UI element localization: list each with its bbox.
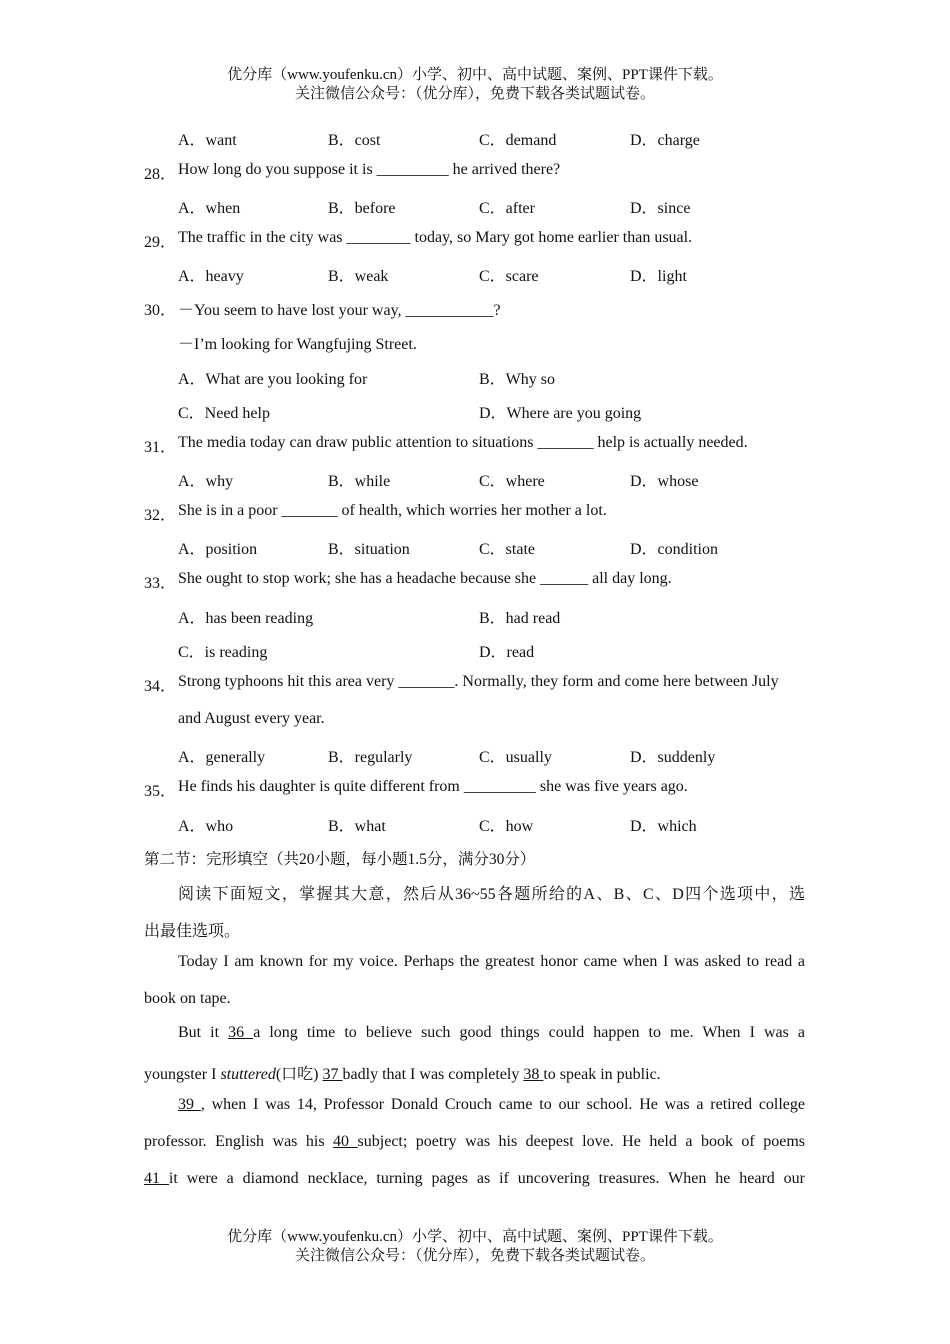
question-number: 29． [144,234,177,251]
question-number: 33． [144,575,177,592]
section-title: 第二节：完形填空（共20小题，每小题1.5分，满分30分） [144,851,536,868]
option-a: A．want [178,132,237,149]
option-b: B．before [328,200,396,217]
option-c: C．how [479,818,534,835]
option-d: D．since [630,200,691,217]
question-text-continued: and August every year. [178,710,325,727]
passage-p1-line-2: book on tape. [144,990,231,1007]
section-instruction-line-1 [144,881,805,904]
question-number: 28． [144,166,177,183]
question-number: 35． [144,783,177,800]
option-d: D．Where are you going [479,405,642,422]
blank-39: 39 [178,1096,201,1113]
option-a: A．generally [178,749,266,766]
text: a long time to believe such good things could happen to me. When I was a [253,1024,806,1041]
blank-37: 37 [322,1066,343,1083]
option-a: A．heavy [178,268,244,285]
option-b: B．while [328,473,391,490]
option-b: B．regularly [328,749,413,766]
option-c: C．usually [479,749,552,766]
option-b: B．situation [328,541,410,558]
text: badly that I was completely [342,1066,524,1083]
question-text: She is in a poor _______ of health, which worries her mother a lot. [178,502,607,519]
text: (口吃) [275,1066,323,1083]
blank-40: 40 [333,1133,358,1150]
question-text: Strong typhoons hit this area very _______. Normally, they form and come here between July [178,673,779,690]
option-a: A．when [178,200,241,217]
option-c: C．Need help [178,405,270,422]
blank-41: 41 [144,1170,169,1187]
text: it were a diamond necklace, turning pages as if uncovering treasures. When he heard our [168,1170,806,1187]
page-header [0,66,950,104]
blank-36: 36 [228,1024,254,1041]
text: But it [178,1024,229,1041]
header-line-2: 关注微信公众号：（优分库），免费下载各类试题试卷。 [294,86,655,102]
question-text: How long do you suppose it is _________ he arrived there? [178,161,561,178]
page-footer [0,1228,950,1266]
question-text: －You seem to have lost your way, ___________? [178,302,501,319]
text: to speak in public. [543,1066,661,1083]
question-text: She ought to stop work; she has a headache because she ______ all day long. [178,570,672,587]
footer-line-1: 优分库（www.youfenku.cn）小学、初中、高中试题、案例、PPT课件下载。 [227,1229,723,1245]
passage-p3-line-2 [144,1133,805,1151]
option-c: C．state [479,541,535,558]
passage-p2-line-1 [178,1024,805,1042]
option-a: A．has been reading [178,610,314,627]
option-c: C．demand [479,132,557,149]
option-d: D．read [479,644,535,661]
footer-line-2: 关注微信公众号：（优分库），免费下载各类试题试卷。 [294,1248,655,1264]
option-c: C．scare [479,268,539,285]
option-d: D．condition [630,541,718,558]
option-b: B．what [328,818,386,835]
option-d: D．light [630,268,687,285]
instruction-text-1: 阅读下面短文，掌握其大意，然后从36~55各题所给的A、B、C、D四个选项中，选 [178,886,805,903]
option-b: B．weak [328,268,389,285]
blank-38: 38 [523,1066,544,1083]
option-d: D．charge [630,132,700,149]
option-d: D．suddenly [630,749,716,766]
option-d: D．whose [630,473,699,490]
option-d: D．which [630,818,697,835]
text: professor. English was his [144,1133,334,1150]
option-a: A．who [178,818,234,835]
text: youngster I [144,1066,221,1083]
question-text: The media today can draw public attention to situations _______ help is actually needed. [178,434,748,451]
option-c: C．after [479,200,535,217]
option-a: A．why [178,473,234,490]
option-a: A．position [178,541,258,558]
question-number: 32． [144,507,177,524]
option-c: C．is reading [178,644,268,661]
text: subject; poetry was his deepest love. He held a book of poems [357,1133,806,1150]
passage-p3-line-3 [144,1170,805,1188]
question-number: 31． [144,439,177,456]
option-b: B．cost [328,132,381,149]
question-text: The traffic in the city was ________ today, so Mary got home earlier than usual. [178,229,693,246]
option-b: B．had read [479,610,561,627]
question-number: 34． [144,678,177,695]
question-text: He finds his daughter is quite different from _________ she was five years ago. [178,778,688,795]
option-c: C．where [479,473,545,490]
header-line-1: 优分库（www.youfenku.cn）小学、初中、高中试题、案例、PPT课件下载。 [227,67,723,83]
passage-p2-line-2 [144,1061,661,1084]
section-instruction-line-2: 出最佳选项。 [144,923,241,940]
question-reply: －I’m looking for Wangfujing Street. [178,336,417,353]
option-a: A．What are you looking for [178,371,368,388]
passage-p3-line-1 [178,1096,805,1114]
stuttered-word: stuttered [220,1066,276,1083]
text: , when I was 14, Professor Donald Crouch came to our school. He was a retired college [200,1096,806,1113]
question-number: 30． [144,302,177,319]
passage-p1-line-1: Today I am known for my voice. Perhaps the greatest honor came when I was asked to read a [178,953,805,970]
option-b: B．Why so [479,371,556,388]
